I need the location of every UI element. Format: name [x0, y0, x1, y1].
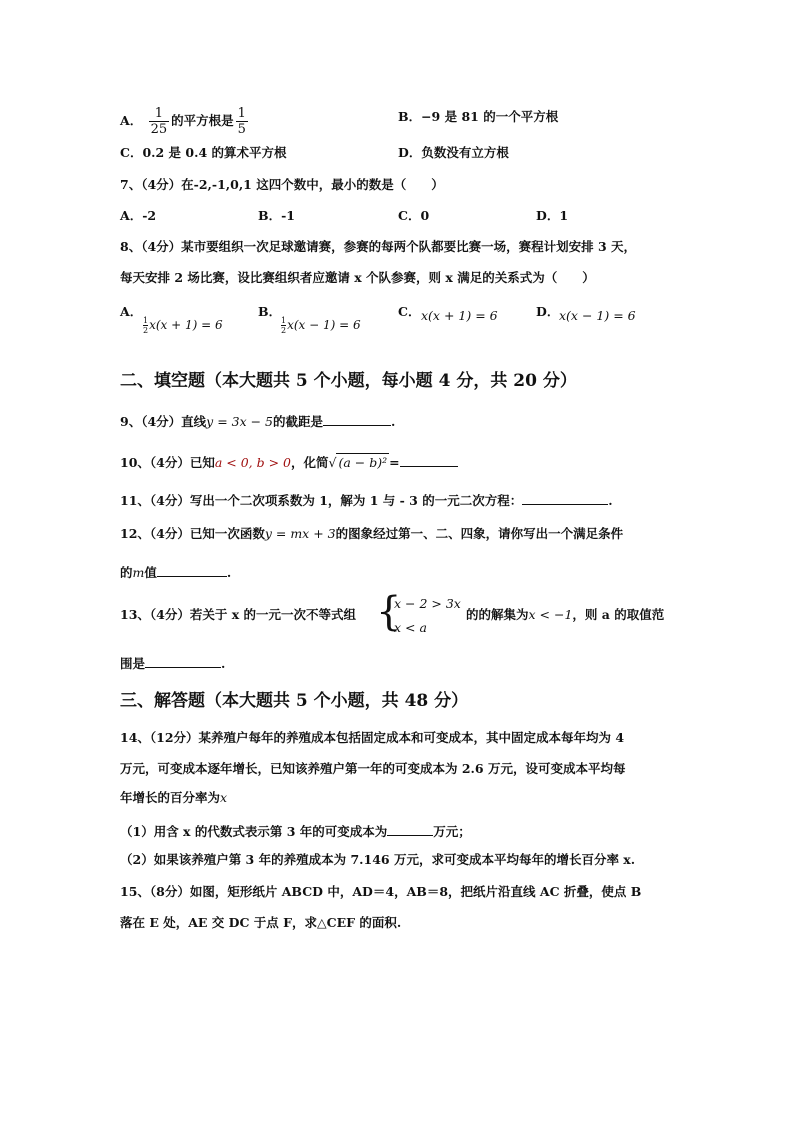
q6-option-b: B．−9 是 81 的一个平方根 — [398, 109, 559, 124]
q14-sub1: （1）用含 x 的代数式表示第 3 年的可变成本为 万元； — [120, 821, 471, 841]
q14-sub2: （2）如果该养殖户第 3 年的养殖成本为 7.146 万元，求可变成本平均每年的增长百分率 x. — [120, 852, 636, 867]
q14-line3: 年增长的百分率为x — [120, 790, 228, 805]
q13-prefix: 13、（4分）若关于 x 的一元一次不等式组 — [120, 607, 356, 622]
answer-blank[interactable] — [145, 653, 221, 668]
q7-option-d: D．1 — [536, 208, 569, 223]
q8-option-c-expr: x(x + 1) = 6 — [421, 308, 498, 323]
q11: 11、（4分）写出一个二次项系数为 1，解为 1 与 - 3 的一元二次方程： . — [120, 490, 613, 510]
q12-line2: 的m值 . — [120, 562, 231, 582]
q7-option-a: A．-2 — [120, 208, 157, 223]
sqrt-expression: (a − b)² — [338, 455, 388, 470]
q14-line1: 14、（12分）某养殖户每年的养殖成本包括固定成本和可变成本，其中固定成本每年均为 4 — [120, 730, 625, 745]
answer-blank[interactable] — [157, 562, 227, 577]
q7-option-b: B．-1 — [258, 208, 295, 223]
q6-option-d: D．负数没有立方根 — [398, 145, 509, 160]
q8-option-b-expr: $\frac{1}{2}$ x(x − 1) = 6 — [281, 316, 361, 335]
q12-line1: 12、（4分）已知一次函数y = mx + 3的图象经过第一、二、四象，请你写出一个满足条件 — [120, 526, 624, 541]
q8-option-a-expr: $\frac{1}{2}$ x(x + 1) = 6 — [143, 316, 223, 335]
q15-line1: 15、（8分）如图，矩形纸片 ABCD 中，AD＝4，AB＝8，把纸片沿直线 AC 折叠，使点 B — [120, 884, 642, 899]
inequality-1: x − 2 > 3x — [394, 596, 461, 611]
q15-line2: 落在 E 处，AE 交 DC 于点 F，求△CEF 的面积. — [120, 915, 402, 930]
fraction-1-5: $\frac{1}{5}$ — [237, 106, 246, 137]
fraction-1-25: $\frac{1}{25}$ — [150, 106, 168, 137]
q13-line2: 围是 . — [120, 653, 225, 673]
q8-option-a-label: A． — [120, 304, 143, 319]
q14-line2: 万元，可变成本逐年增长，已知该养殖户第一年的可变成本为 2.6 万元，设可变成本平均每 — [120, 761, 626, 776]
section-3-heading: 三、解答题（本大题共 5 个小题，共 48 分） — [120, 691, 469, 711]
q6-option-a: A． $\frac{1}{25}$ 的平方根是 $\frac{1}{5}$ — [120, 106, 246, 137]
q8-option-c-label: C． — [398, 304, 421, 319]
answer-blank[interactable] — [323, 411, 391, 426]
answer-blank[interactable] — [522, 490, 608, 505]
q8-option-b-label: B． — [258, 304, 282, 319]
fraction-half: $\frac{1}{2}$ — [143, 316, 149, 335]
q8-option-d-expr: x(x − 1) = 6 — [559, 308, 636, 323]
fraction-half: $\frac{1}{2}$ — [281, 316, 287, 335]
q6-option-c: C．0.2 是 0.4 的算术平方根 — [120, 145, 287, 160]
answer-blank[interactable] — [387, 821, 433, 836]
q7-stem: 7、（4分）在-2,-1,0,1 这四个数中，最小的数是（ ） — [120, 177, 444, 192]
answer-blank[interactable] — [400, 452, 458, 467]
system-brace: { — [376, 589, 402, 635]
q8-option-d-label: D． — [536, 304, 560, 319]
q10: 10、（4分）已知a < 0, b > 0，化简√ (a − b)² = — [120, 452, 458, 472]
section-2-heading: 二、填空题（本大题共 5 个小题，每小题 4 分，共 20 分） — [120, 371, 577, 391]
q13-suffix: 的的解集为x < −1，则 a 的取值范 — [466, 607, 665, 622]
q9: 9、（4分）直线y = 3x − 5的截距是 . — [120, 411, 395, 431]
option-label: A． — [120, 113, 143, 128]
q8-stem-line2: 每天安排 2 场比赛，设比赛组织者应邀请 x 个队参赛，则 x 满足的关系式为（ ） — [120, 270, 595, 285]
inequality-2: x < a — [394, 620, 427, 635]
q7-option-c: C．0 — [398, 208, 430, 223]
q8-stem-line1: 8、（4分）某市要组织一次足球邀请赛，参赛的每两个队都要比赛一场，赛程计划安排 3 天， — [120, 239, 637, 254]
